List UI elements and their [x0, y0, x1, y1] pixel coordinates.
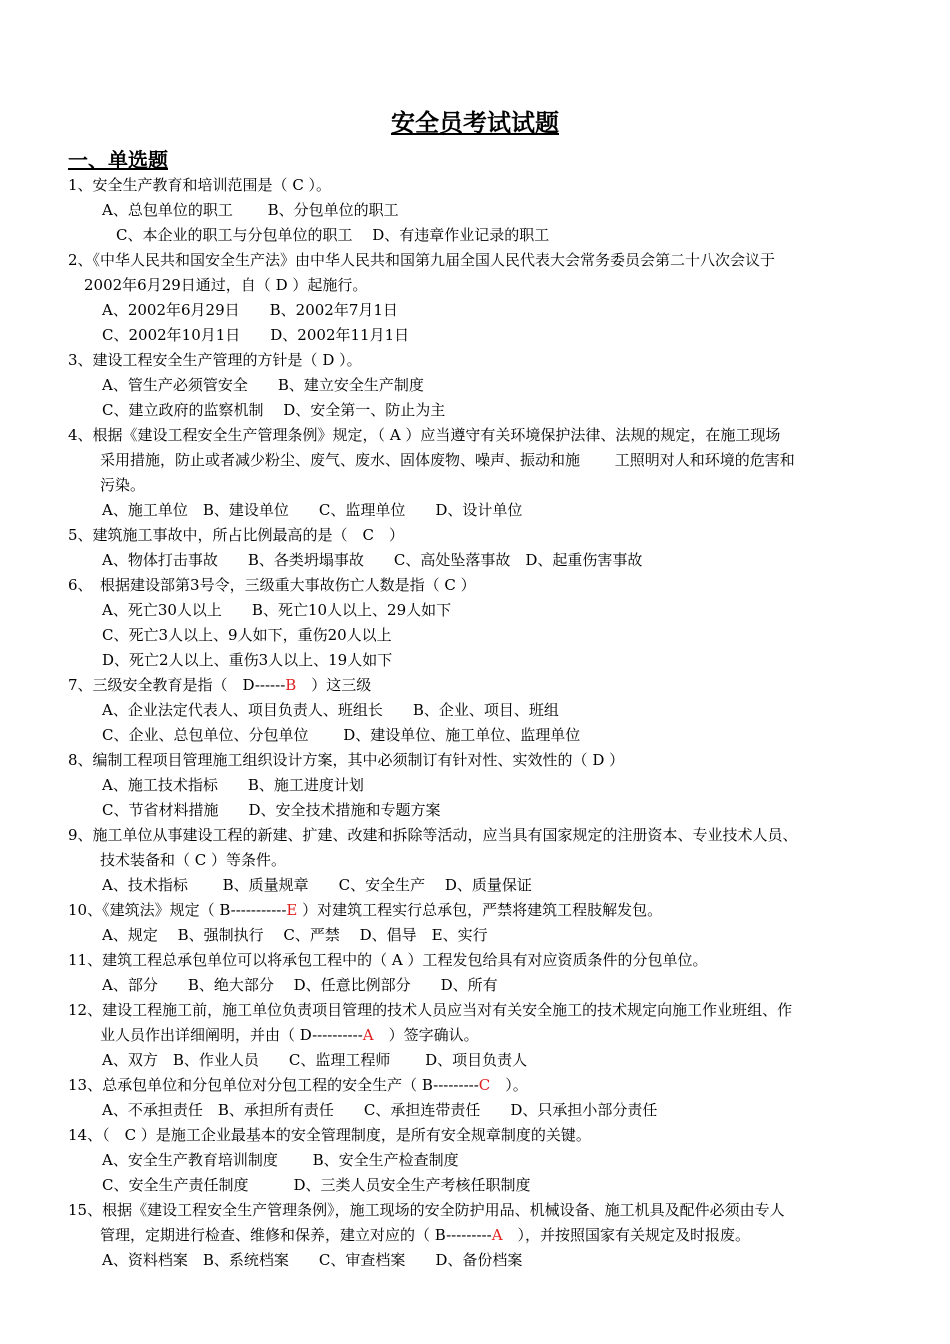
question-11: 11、建筑工程总承包单位可以将承包工程中的（ A ）工程发包给具有对应资质条件的分包单位。 — [68, 951, 708, 969]
question-6-option-d: D、死亡2人以上、重伤3人以上、19人如下 — [102, 651, 393, 669]
question-9: 9、施工单位从事建设工程的新建、扩建、改建和拆除等活动，应当具有国家规定的注册资本、专业技术人员、 — [68, 826, 798, 844]
question-15-continued — [68, 1223, 883, 1248]
question-8: 8、编制工程项目管理施工组织设计方案，其中必须制订有针对性、实效性的（ D ） — [68, 751, 625, 769]
question-12-options: A、双方 B、作业人员 C、监理工程师 D、项目负责人 — [102, 1051, 528, 1069]
question-15-text: 管理，定期进行检查、维修和保养，建立对应的（ B--------- — [100, 1226, 492, 1244]
question-13-options: A、不承担责任 B、承担所有责任 C、承担连带责任 D、只承担小部分责任 — [102, 1101, 658, 1119]
question-10-text: 10、《建筑法》规定（ B----------- — [68, 901, 287, 919]
question-1: 1、安全生产教育和培训范围是（ C ）。 — [68, 176, 332, 194]
question-4-continued: 采用措施，防止或者减少粉尘、废气、废水、固体废物、噪声、振动和施 工照明对人和环境的危害和 — [100, 451, 795, 469]
question-10 — [68, 898, 883, 923]
question-1-options-cd: C、本企业的职工与分包单位的职工 D、有违章作业记录的职工 — [116, 226, 550, 244]
question-13-text-end: ）。 — [490, 1076, 528, 1094]
question-6-options-ab: A、死亡30人以上 B、死亡10人以上、29人如下 — [102, 601, 452, 619]
question-12-continued — [68, 1023, 883, 1048]
question-7-text-end: ）这三级 — [296, 676, 372, 694]
question-4-continued-2: 污染。 — [100, 476, 146, 494]
question-4-options: A、施工单位 B、建设单位 C、监理单位 D、设计单位 — [102, 501, 523, 519]
question-13 — [68, 1073, 883, 1098]
question-10-text-end: ）对建筑工程实行总承包，严禁将建筑工程肢解发包。 — [297, 901, 663, 919]
question-15-options: A、资料档案 B、系统档案 C、审查档案 D、备份档案 — [102, 1251, 523, 1269]
question-list — [68, 173, 883, 1273]
question-7-answer: B — [285, 676, 297, 694]
question-6-option-c: C、死亡3人以上、9人如下，重伤20人以上 — [102, 626, 392, 644]
question-7 — [68, 673, 883, 698]
question-10-options: A、规定 B、强制执行 C、严禁 D、倡导 E、实行 — [102, 926, 488, 944]
question-9-options: A、技术指标 B、质量规章 C、安全生产 D、质量保证 — [102, 876, 532, 894]
question-7-options-ab: A、企业法定代表人、项目负责人、班组长 B、企业、项目、班组 — [102, 701, 559, 719]
question-12-answer: A — [362, 1026, 374, 1044]
section-heading: 一、单选题 — [68, 148, 168, 172]
question-2-options-cd: C、2002年10月1日 D、2002年11月1日 — [102, 326, 410, 344]
question-5-options: A、物体打击事故 B、各类坍塌事故 C、高处坠落事故 D、起重伤害事故 — [102, 551, 643, 569]
question-13-text: 13、总承包单位和分包单位对分包工程的安全生产（ B--------- — [68, 1076, 479, 1094]
question-11-options: A、部分 B、绝大部分 D、任意比例部分 D、所有 — [102, 976, 498, 994]
question-12-text-end: ）签字确认。 — [373, 1026, 479, 1044]
question-12-text: 业人员作出详细阐明，并由（ D---------- — [100, 1026, 363, 1044]
question-2-options-ab: A、2002年6月29日 B、2002年7月1日 — [102, 301, 398, 319]
question-4: 4、根据《建设工程安全生产管理条例》规定，（ A ）应当遵守有关环境保护法律、法规的规定，在施工现场 — [68, 426, 781, 444]
question-2-continued: 2002年6月29日通过，自（ D ）起施行。 — [84, 276, 368, 294]
page-title: 安全员考试试题 — [391, 109, 559, 137]
question-10-answer: E — [286, 901, 298, 919]
question-3-options-ab: A、管生产必须管安全 B、建立安全生产制度 — [102, 376, 424, 394]
question-14-options-ab: A、安全生产教育培训制度 B、安全生产检查制度 — [102, 1151, 459, 1169]
question-15-text-end: ），并按照国家有关规定及时报废。 — [502, 1226, 751, 1244]
question-7-text: 7、三级安全教育是指（ D------ — [68, 676, 286, 694]
question-8-options-ab: A、施工技术指标 B、施工进度计划 — [102, 776, 364, 794]
question-13-answer: C — [478, 1076, 491, 1094]
question-8-options-cd: C、节省材料措施 D、安全技术措施和专题方案 — [102, 801, 441, 819]
question-7-options-cd: C、企业、总包单位、分包单位 D、建设单位、施工单位、监理单位 — [102, 726, 581, 744]
question-3: 3、建设工程安全生产管理的方针是（ D ）。 — [68, 351, 362, 369]
question-14-options-cd: C、安全生产责任制度 D、三类人员安全生产考核任职制度 — [102, 1176, 531, 1194]
question-15: 15、根据《建设工程安全生产管理条例》，施工现场的安全防护用品、机械设备、施工机具及配件必须由专人 — [68, 1201, 785, 1219]
question-14: 14、（ C ）是施工企业最基本的安全管理制度，是所有安全规章制度的关键。 — [68, 1126, 591, 1144]
question-5: 5、建筑施工事故中，所占比例最高的是（ C ） — [68, 526, 405, 544]
question-2: 2、《中华人民共和国安全生产法》由中华人民共和国第九届全国人民代表大会常务委员会第二十八次会议于 — [68, 251, 776, 269]
question-12: 12、建设工程施工前，施工单位负责项目管理的技术人员应当对有关安全施工的技术规定向施工作业班组、作 — [68, 1001, 793, 1019]
question-9-continued: 技术装备和（ C ）等条件。 — [100, 851, 287, 869]
question-1-options-ab: A、总包单位的职工 B、分包单位的职工 — [102, 201, 399, 219]
question-3-options-cd: C、建立政府的监察机制 D、安全第一、防止为主 — [102, 401, 446, 419]
question-15-answer: A — [491, 1226, 503, 1244]
question-6: 6、 根据建设部第3号令，三级重大事故伤亡人数是指（ C ） — [68, 576, 476, 594]
